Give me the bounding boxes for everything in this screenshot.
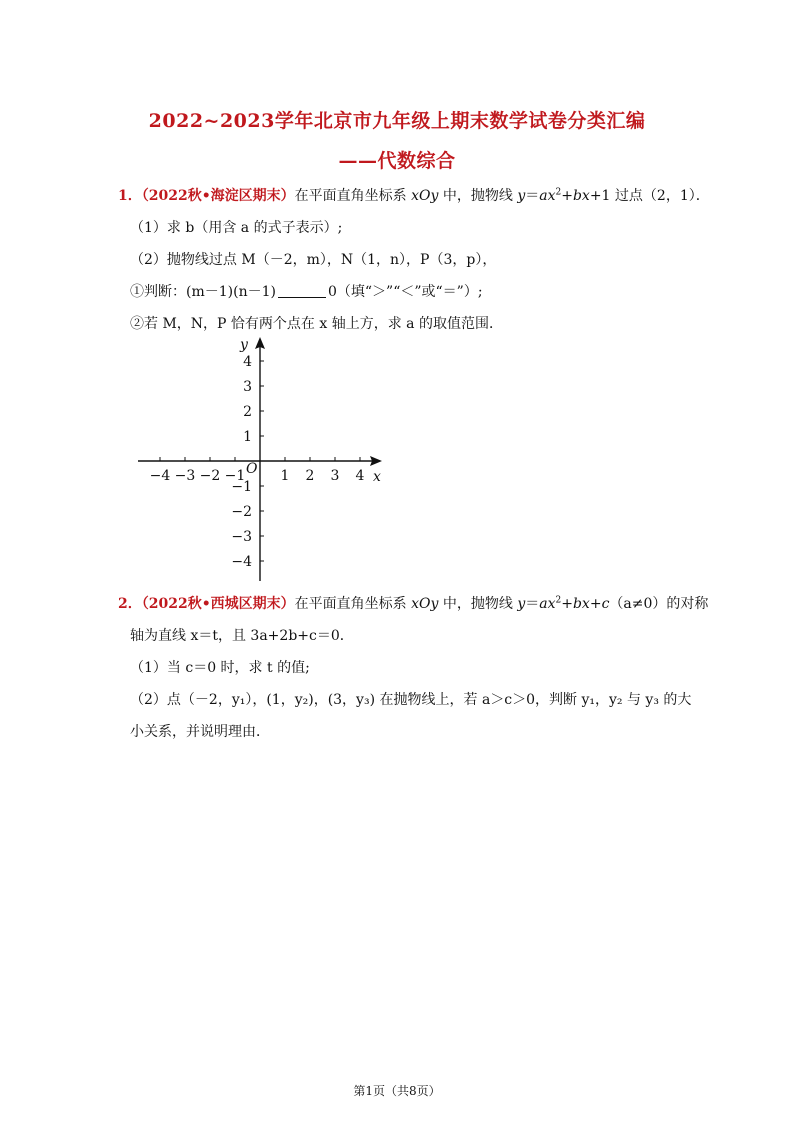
coordinate-plane [130,335,390,585]
q1-sub1: （1）求 b（用含 a 的式子表示）; [130,220,343,236]
page-footer: 第1页（共8页） [353,1084,441,1098]
x-tick-label: 1 [280,468,290,484]
y-axis-label: y [240,337,248,353]
document-title: 2022~2023学年北京市九年级上期末数学试卷分类汇编 [148,110,646,132]
x-tick-label: −1 [224,468,246,484]
x-tick-label: 2 [305,468,315,484]
y-tick-label: 4 [243,354,252,370]
q1-number: 1． [118,188,142,204]
q2-stem-b: 中，抛物线 [438,596,518,612]
q2-stem-a: 在平面直角坐标系 [294,596,412,612]
q1-sub2-1a: ①判断：(m－1)(n－1) [130,284,276,300]
q1-stem: 1．（2022秋•海淀区期末）在平面直角坐标系 xOy 中，抛物线 $y=ax^2+bx+1$ 过点（2，1）． [118,187,710,204]
q2-stem-line2: 轴为直线 x＝t，且 3a+2b+c＝0． [130,628,354,644]
y-tick-label: 2 [243,404,252,420]
q2-sub1: （1）当 c＝0 时，求 t 的值; [130,660,310,676]
y-tick-label: −3 [231,529,252,545]
q2-sub2-line2: 小关系，并说明理由． [130,724,270,740]
q1-sub2-1 [130,282,483,302]
y-tick-label: 3 [243,379,252,395]
q1-stem-c: 过点（2，1）． [610,188,710,204]
q2-stem-c: （a≠0）的对称 [609,596,709,612]
x-tick-label: 4 [355,468,365,484]
q1-sub2: （2）抛物线过点 M（－2，m），N（1，n），P（3，p）， [130,252,497,268]
x-tick-label: 3 [330,468,340,484]
x-tick-label: −4 [149,468,171,484]
q2-stem: 2．（2022秋•西城区期末）在平面直角坐标系 xOy 中，抛物线 $y=ax^2+bx+c(a\ne 0)$的对称 [118,595,709,612]
q2-sub2: （2）点（－2，y₁），(1，y₂)，(3，y₃) 在抛物线上，若 a＞c＞0，判断 y₁，y₂ 与 y₃ 的大 [130,692,692,708]
q2-source: （2022秋•西城区期末） [141,596,295,612]
document-subtitle: ——代数综合 [338,150,456,172]
q1-sub2-1b: 0（填“＞”“＜”或“＝”）; [327,284,483,300]
q1-source: （2022秋•海淀区期末） [141,188,295,204]
q2-number: 2． [118,596,142,612]
x-tick-label: −3 [174,468,196,484]
y-tick-label: −4 [231,554,252,570]
q1-stem-b: 中，抛物线 [438,188,518,204]
q1-sub2-2: ②若 M，N，P 恰有两个点在 x 轴上方，求 a 的取值范围． [130,316,503,332]
x-tick-label: −2 [199,468,221,484]
y-tick-label: −1 [231,479,252,495]
q1-stem-a: 在平面直角坐标系 [294,188,412,204]
y-tick-label: 1 [243,429,252,445]
y-tick-label: −2 [231,504,252,520]
x-axis-label: x [373,469,381,485]
origin-label: O [246,461,258,477]
answer-blank[interactable] [278,283,326,298]
